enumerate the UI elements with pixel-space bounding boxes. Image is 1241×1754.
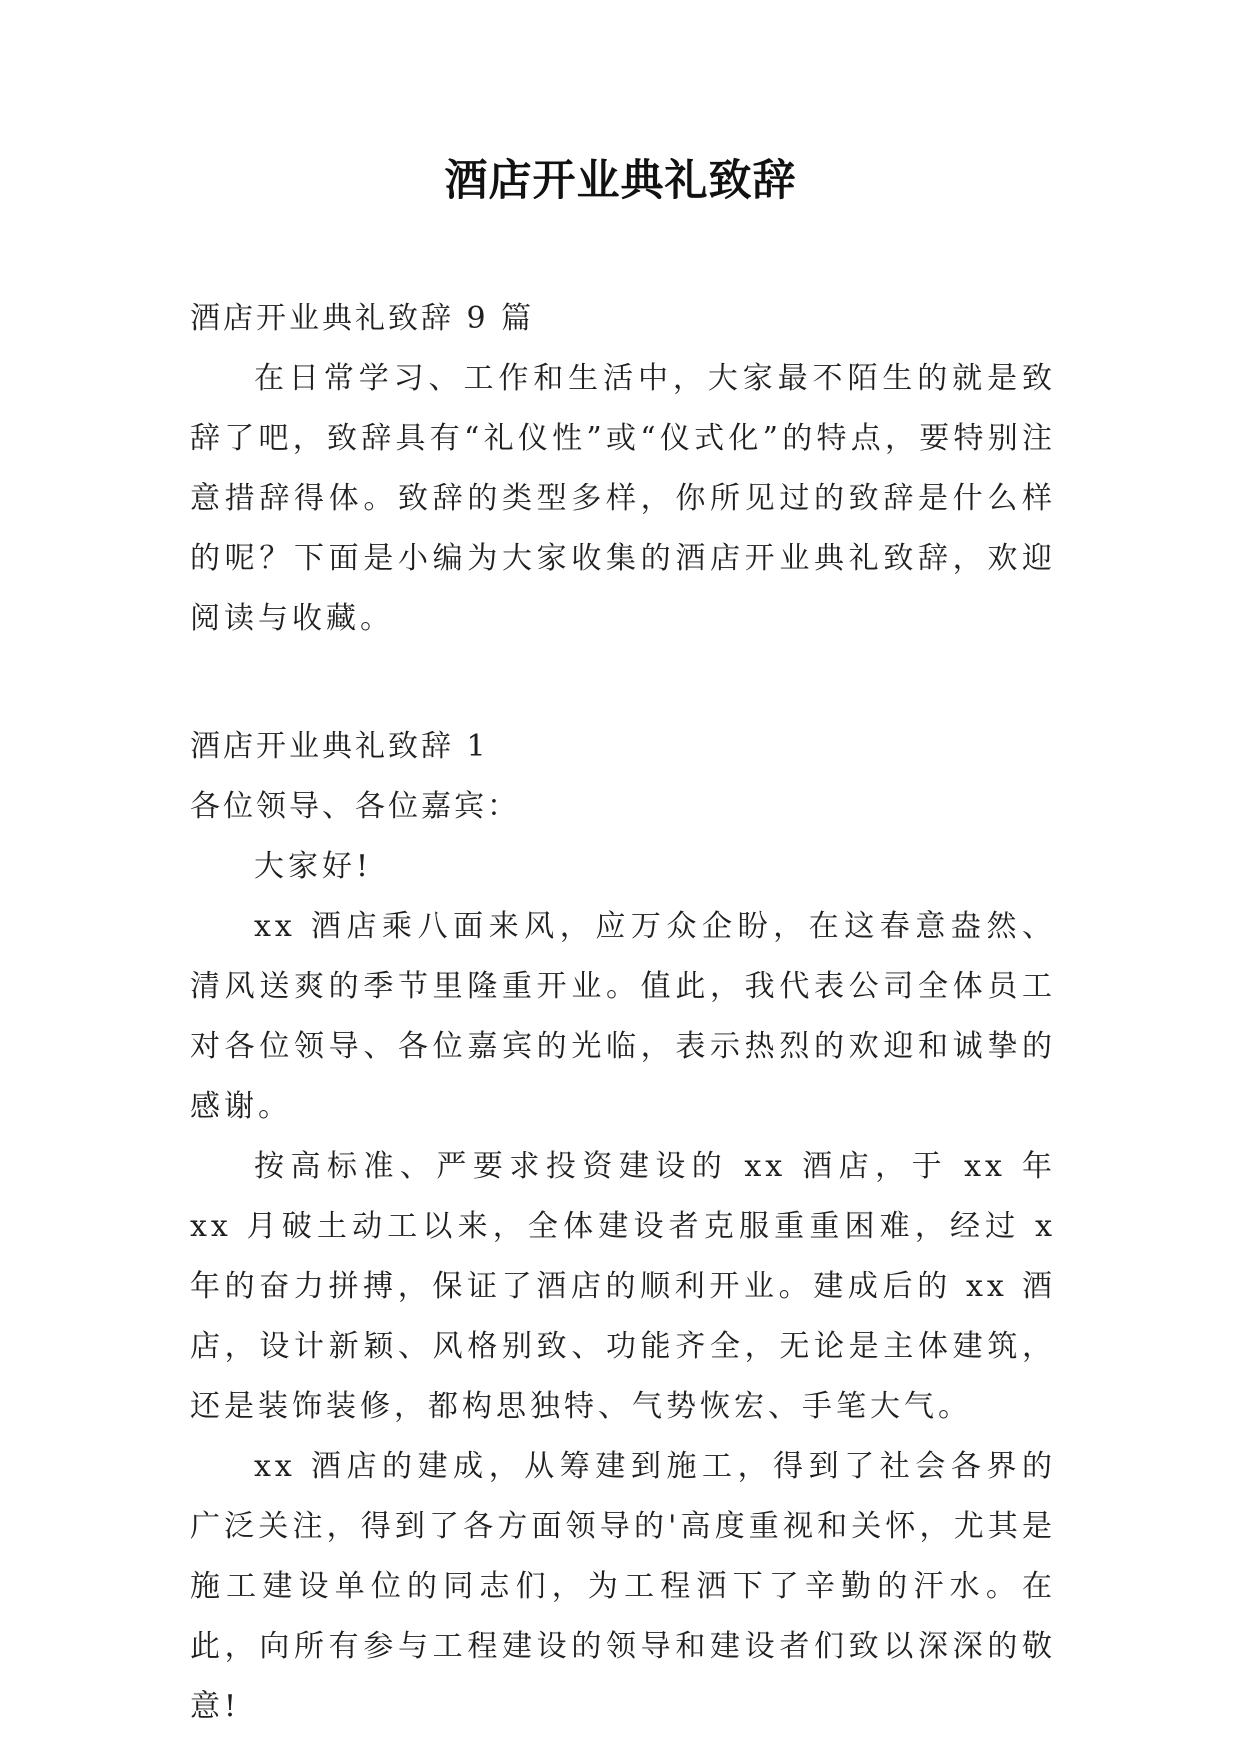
body-paragraph-2: 按高标准、严要求投资建设的 xx 酒店，于 xx 年 xx 月破土动工以来，全体建设者克服重重困难，经过 x 年的奋力拼搏，保证了酒店的顺利开业。建成后的 xx 酒店，设计新颖、风格别致、功能齐全，无论是主体建筑，还是装饰装修，都构思独特、气势恢宏、手笔大气。 — [190, 1149, 1056, 1424]
intro-paragraph: 在日常学习、工作和生活中，大家最不陌生的就是致辞了吧，致辞具有“礼仪性”或“仪式化”的特点，要特别注意措辞得体。致辞的类型多样，你所见过的致辞是什么样的呢？下面是小编为大家收集的酒店开业典礼致辞，欢迎阅读与收藏。 — [190, 361, 1056, 636]
document-subtitle: 酒店开业典礼致辞 9 篇 — [190, 301, 535, 336]
salutation: 各位领导、各位嘉宾： — [190, 789, 520, 824]
greeting: 大家好! — [254, 849, 373, 884]
document-title: 酒店开业典礼致辞 — [444, 156, 797, 206]
body-paragraph-1: xx 酒店乘八面来风，应万众企盼，在这春意盎然、清风送爽的季节里隆重开业。值此，我代表公司全体员工对各位领导、各位嘉宾的光临，表示热烈的欢迎和诚挚的感谢。 — [190, 909, 1056, 1124]
section-heading: 酒店开业典礼致辞 1 — [190, 729, 489, 764]
body-paragraph-3: xx 酒店的建成，从筹建到施工，得到了社会各界的广泛关注，得到了各方面领导的'高度重视和关怀，尤其是施工建设单位的同志们，为工程洒下了辛勤的汗水。在此，向所有参与工程建设的领导和建设者们致以深深的敬意! — [190, 1449, 1056, 1724]
section-spacer — [190, 649, 1056, 717]
document-body — [190, 289, 1056, 1737]
